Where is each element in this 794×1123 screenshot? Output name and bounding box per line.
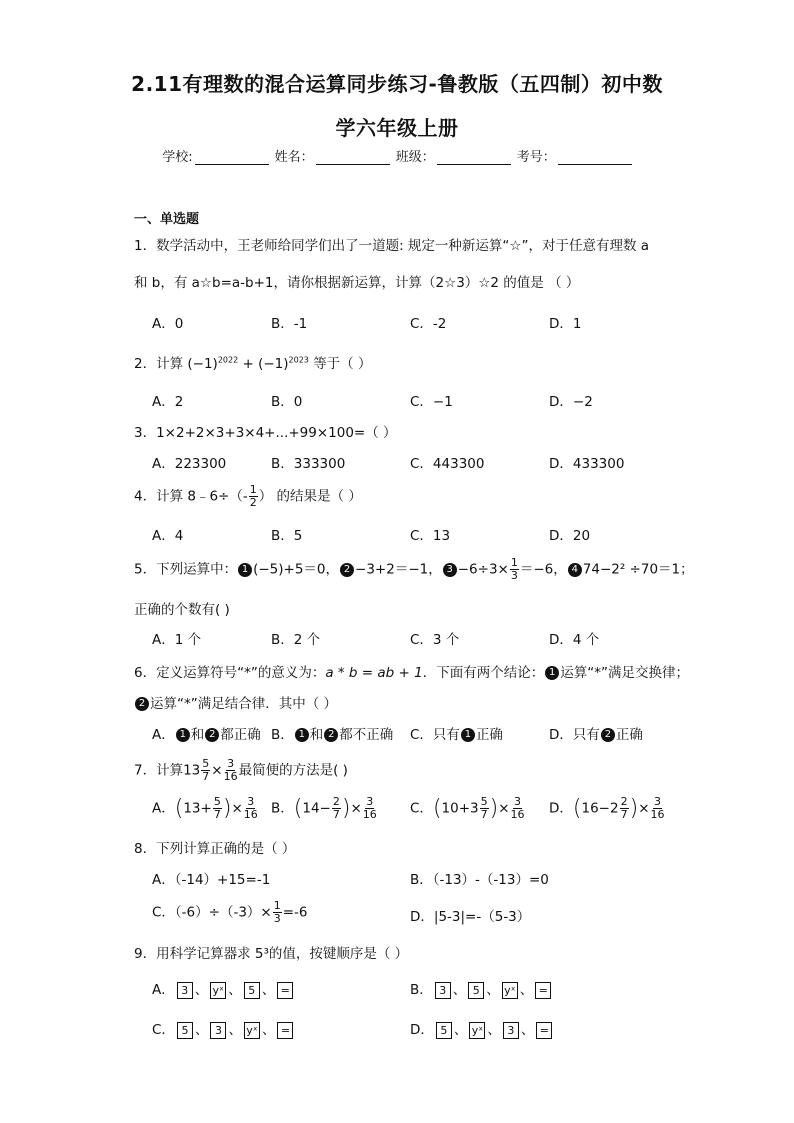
- key-power: yˣ: [469, 1022, 485, 1039]
- q4-option-a[interactable]: A．4: [152, 528, 184, 544]
- fraction-3-16: $\frac{3}{16}$: [223, 757, 238, 783]
- circled-2-icon: 2: [135, 697, 149, 711]
- key-equals: =: [535, 982, 551, 999]
- q8-option-c[interactable]: C．（-6）÷（-3）× $\frac{1}{3}$ =-6: [152, 899, 308, 925]
- key-5: 5: [436, 1022, 452, 1039]
- key-3: 3: [210, 1022, 226, 1039]
- question-4: [134, 484, 362, 509]
- q3-option-a[interactable]: A．223300: [152, 456, 227, 472]
- q5-expression-3b: ＝−6，: [519, 561, 567, 578]
- fraction-one-third: $\frac{1}{3}$: [273, 899, 281, 925]
- q2-option-a[interactable]: A．2: [152, 394, 184, 410]
- circled-1-icon: 1: [176, 728, 190, 742]
- key-5: 5: [177, 1022, 193, 1039]
- q2-option-d[interactable]: D．−2: [549, 394, 593, 410]
- q5-option-a[interactable]: A．1 个: [152, 632, 202, 648]
- q4-suffix: ） 的结果是（ ）: [258, 488, 362, 505]
- q6-definition: a * b = ab + 1: [325, 665, 423, 681]
- q4-prefix: 4．计算 8﹣6÷（-: [134, 488, 248, 505]
- q5-expression-4: 74−2² ÷70＝1；: [582, 561, 694, 578]
- question-3: 3．1×2+2×3+3×4+...+99×100=（ ）: [134, 425, 397, 441]
- q7-option-d[interactable]: D．(16−2 $\frac{2}{7}$ )× $\frac{3}{16}$: [549, 795, 665, 821]
- q2-exponent-1: 2022: [217, 355, 239, 365]
- q7-option-c[interactable]: C．(10+3 $\frac{5}{7}$ )× $\frac{3}{16}$: [410, 795, 525, 821]
- q5-option-d[interactable]: D．4 个: [549, 632, 600, 648]
- key-equals: =: [277, 982, 293, 999]
- q6-text-d: 运算“*”满足交换律；: [560, 665, 689, 681]
- name-label: 姓名：: [274, 150, 314, 165]
- question-6-line-1: [134, 661, 689, 681]
- q6-option-a[interactable]: A． 1 和 2 都正确: [152, 727, 261, 743]
- q7-option-b[interactable]: B．(14− $\frac{2}{7}$ )× $\frac{3}{16}$: [271, 795, 377, 821]
- key-power: yˣ: [244, 1022, 260, 1039]
- school-field[interactable]: [162, 146, 268, 165]
- circled-1-icon: 1: [545, 666, 559, 680]
- fraction-5-7: $\frac{5}{7}$: [202, 757, 210, 783]
- key-power: yˣ: [210, 982, 226, 999]
- key-5: 5: [244, 982, 260, 999]
- key-equals: =: [536, 1022, 552, 1039]
- q2-prefix: 2．计算: [134, 356, 184, 372]
- q9-option-c[interactable]: C． 5 、 3 、 yˣ 、 =: [152, 1018, 295, 1039]
- exam-number-field[interactable]: [517, 146, 632, 165]
- question-1-line-2: 和 b，有 a☆b=a-b+1，请你根据新运算，计算（2☆3）☆2 的值是 （ ）: [134, 275, 580, 291]
- q6-text-line-2: 运算“*”满足结合律．其中（ ）: [150, 696, 338, 712]
- title-line-2: 学六年级上册: [335, 116, 459, 140]
- q5-option-b[interactable]: B．2 个: [271, 632, 321, 648]
- q6-text-c: ．下面有两个结论：: [422, 665, 545, 681]
- q2-suffix: 等于（ ）: [313, 356, 372, 372]
- q5-option-c[interactable]: C．3 个: [410, 632, 460, 648]
- student-info-row: [0, 146, 794, 165]
- q2-exponent-2: 2023: [288, 355, 309, 365]
- q9-option-b[interactable]: B． 3 、 5 、 yˣ 、 =: [410, 978, 553, 999]
- q6-option-b[interactable]: B． 1 和 2 都不正确: [271, 727, 394, 743]
- q5-prefix: 5．下列运算中：: [134, 561, 238, 578]
- q2-expression: $(-1)^{2022} + (-1)^{2023}$: [187, 355, 309, 372]
- section-heading: 一、单选题: [134, 212, 200, 227]
- q5-expression-3a: −6÷3×: [457, 561, 509, 578]
- key-power: yˣ: [502, 982, 518, 999]
- class-field[interactable]: [396, 146, 511, 165]
- q2-option-b[interactable]: B．0: [271, 394, 303, 410]
- q1-option-b[interactable]: B．-1: [271, 316, 308, 332]
- circled-1-icon: 1: [238, 563, 252, 577]
- key-3: 3: [435, 982, 451, 999]
- q1-option-c[interactable]: C．-2: [410, 316, 447, 332]
- circled-2-icon: 2: [340, 563, 354, 577]
- q2-option-c[interactable]: C．−1: [410, 394, 453, 410]
- q9-option-d[interactable]: D． 5 、 yˣ 、 3 、 =: [410, 1018, 554, 1039]
- q1-option-a[interactable]: A．0: [152, 316, 184, 332]
- question-7: 7．计算13 $\frac{5}{7}$ × $\frac{3}{16}$ 最简便的方法是( ): [134, 757, 348, 783]
- class-label: 班级：: [395, 150, 435, 165]
- circled-3-icon: 3: [443, 563, 457, 577]
- q4-option-b[interactable]: B．5: [271, 528, 303, 544]
- fraction-one-half: $\frac{1}{2}$: [249, 483, 257, 509]
- q6-option-d[interactable]: D．只有 2 正确: [549, 727, 643, 743]
- question-9: 9．用科学记算器求 5³的值，按键顺序是（ ）: [134, 946, 409, 962]
- q7-prefix: 7．计算13: [134, 762, 201, 779]
- question-6-line-2: [134, 692, 337, 712]
- circled-1-icon: 1: [461, 728, 475, 742]
- key-5: 5: [468, 982, 484, 999]
- circled-1-icon: 1: [295, 728, 309, 742]
- question-1-line-1: 1．数学活动中，王老师给同学们出了一道题: 规定一种新运算“☆”，对于任意有理数 a: [134, 238, 650, 254]
- circled-2-icon: 2: [601, 728, 615, 742]
- q5-expression-1: (−5)+5＝0，: [253, 561, 340, 578]
- q7-suffix: 最简便的方法是( ): [238, 762, 348, 779]
- title-line-1: 2.11有理数的混合运算同步练习-鲁教版（五四制）初中数: [131, 72, 663, 96]
- q6-option-c[interactable]: C．只有 1 正确: [410, 727, 503, 743]
- circled-2-icon: 2: [205, 728, 219, 742]
- key-3: 3: [503, 1022, 519, 1039]
- question-8: 8．下列计算正确的是（ ）: [134, 841, 296, 857]
- question-5-line-1: [134, 557, 694, 582]
- q3-option-c[interactable]: C．443300: [410, 456, 485, 472]
- circled-4-icon: 4: [568, 563, 582, 577]
- q9-option-a[interactable]: A． 3 、 yˣ 、 5 、 =: [152, 978, 295, 999]
- q1-option-d[interactable]: D．1: [549, 316, 582, 332]
- q3-option-b[interactable]: B．333300: [271, 456, 346, 472]
- question-2: [134, 352, 371, 372]
- q7-option-a[interactable]: A．(13+ $\frac{5}{7}$ )× $\frac{3}{16}$: [152, 795, 258, 821]
- question-5-line-2: 正确的个数有( ): [134, 602, 230, 618]
- school-label: 学校:: [162, 150, 193, 165]
- name-field[interactable]: [275, 146, 390, 165]
- q4-option-d[interactable]: D．20: [549, 528, 591, 544]
- q3-option-d[interactable]: D．433300: [549, 456, 625, 472]
- key-equals: =: [277, 1022, 293, 1039]
- fraction-one-third: $\frac{1}{3}$: [510, 556, 518, 582]
- key-3: 3: [177, 982, 193, 999]
- q4-option-c[interactable]: C．13: [410, 528, 451, 544]
- q6-text-a: 6．定义运算符号“*”的意义为：: [134, 665, 326, 681]
- circled-2-icon: 2: [324, 728, 338, 742]
- q5-expression-2: −3+2＝−1，: [355, 561, 442, 578]
- q8-option-a[interactable]: A．（-14）+15=-1: [152, 872, 271, 888]
- q8-option-d[interactable]: D．|5-3|=-（5-3）: [410, 909, 531, 925]
- exam-number-label: 考号：: [516, 150, 556, 165]
- q8-option-b[interactable]: B．（-13）-（-13）=0: [410, 872, 549, 888]
